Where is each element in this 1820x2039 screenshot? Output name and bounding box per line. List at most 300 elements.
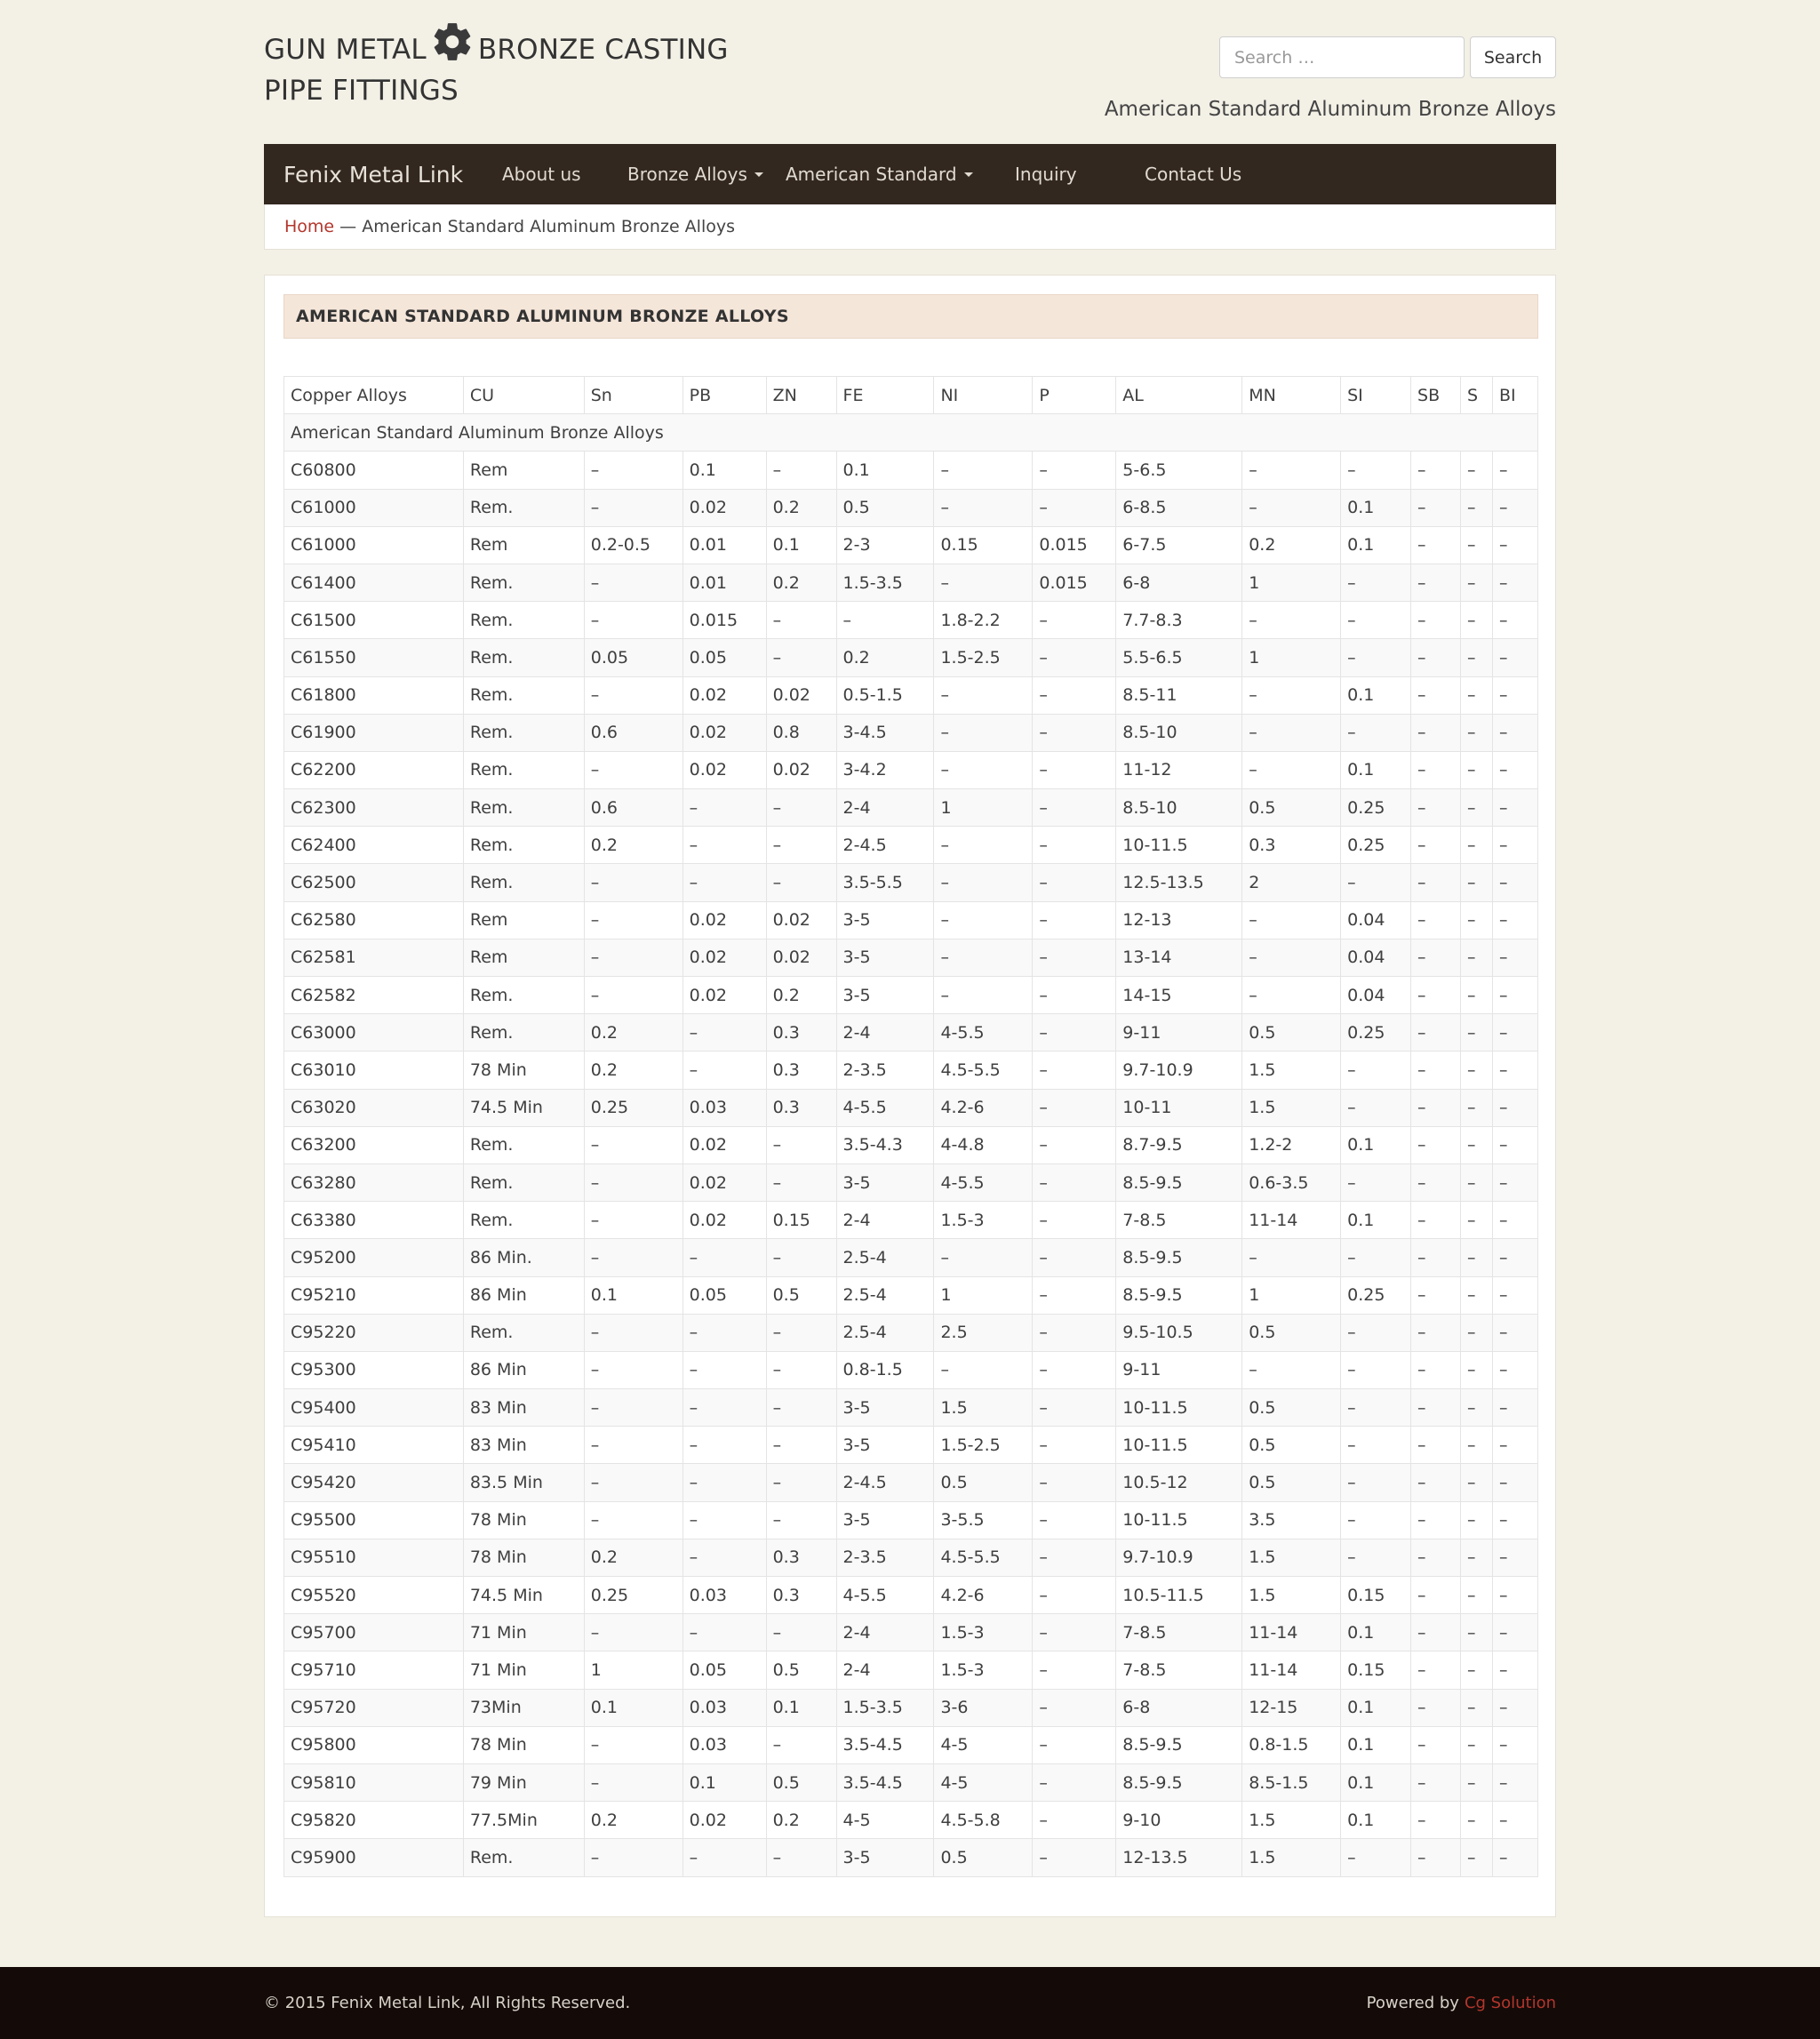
table-cell: 0.2 bbox=[584, 1802, 682, 1839]
table-cell: – bbox=[1461, 714, 1493, 751]
gear-icon bbox=[430, 20, 475, 64]
table-cell: – bbox=[1492, 1689, 1537, 1726]
breadcrumb-current: American Standard Aluminum Bronze Alloys bbox=[362, 217, 735, 236]
table-cell: – bbox=[766, 1351, 836, 1388]
table-cell: – bbox=[1411, 1051, 1461, 1089]
table-cell: – bbox=[766, 602, 836, 639]
table-cell: 0.5 bbox=[1242, 1314, 1341, 1351]
table-cell: – bbox=[1341, 864, 1411, 901]
table-cell: – bbox=[934, 489, 1033, 526]
table-cell: – bbox=[682, 1464, 766, 1501]
table-cell: 4-4.8 bbox=[934, 1126, 1033, 1163]
table-cell: 7-8.5 bbox=[1116, 1614, 1242, 1651]
table-cell: 0.5-1.5 bbox=[836, 676, 934, 714]
table-cell: – bbox=[1411, 1839, 1461, 1876]
table-cell: 86 Min bbox=[463, 1351, 584, 1388]
table-cell: – bbox=[1033, 602, 1116, 639]
table-cell: C62500 bbox=[284, 864, 464, 901]
table-column-header: Copper Alloys bbox=[284, 377, 464, 414]
table-cell: 1.8-2.2 bbox=[934, 602, 1033, 639]
table-cell: – bbox=[766, 1501, 836, 1539]
table-cell: 0.2 bbox=[766, 489, 836, 526]
table-cell: – bbox=[1411, 901, 1461, 939]
search-button[interactable]: Search bbox=[1470, 36, 1556, 78]
table-cell: 1 bbox=[1242, 564, 1341, 601]
table-cell: – bbox=[682, 864, 766, 901]
table-cell: – bbox=[584, 676, 682, 714]
table-row bbox=[284, 1014, 1538, 1051]
table-cell: 5.5-6.5 bbox=[1116, 639, 1242, 676]
table-cell: – bbox=[1492, 1501, 1537, 1539]
table-cell: – bbox=[1461, 1839, 1493, 1876]
nav-item-contact-us[interactable] bbox=[1145, 144, 1241, 204]
table-cell: – bbox=[584, 1839, 682, 1876]
table-cell: – bbox=[1461, 676, 1493, 714]
table-cell: 0.1 bbox=[1341, 489, 1411, 526]
table-row bbox=[284, 1577, 1538, 1614]
table-cell: C62400 bbox=[284, 827, 464, 864]
table-cell: – bbox=[1242, 452, 1341, 489]
table-cell: 0.1 bbox=[1341, 1763, 1411, 1801]
table-cell: – bbox=[1461, 602, 1493, 639]
table-cell: – bbox=[1492, 1726, 1537, 1763]
table-column-header: SB bbox=[1411, 377, 1461, 414]
table-cell: 10-11.5 bbox=[1116, 827, 1242, 864]
table-cell: 0.02 bbox=[682, 939, 766, 976]
table-cell: 2-4.5 bbox=[836, 827, 934, 864]
table-cell: – bbox=[1033, 639, 1116, 676]
table-cell: Rem bbox=[463, 526, 584, 564]
table-cell: 9-10 bbox=[1116, 1802, 1242, 1839]
table-cell: 0.1 bbox=[682, 1763, 766, 1801]
table-cell: – bbox=[836, 602, 934, 639]
table-cell: – bbox=[1242, 489, 1341, 526]
table-cell: – bbox=[1411, 1464, 1461, 1501]
table-cell: – bbox=[1341, 639, 1411, 676]
table-cell: 2-3.5 bbox=[836, 1539, 934, 1576]
table-cell: – bbox=[1461, 1351, 1493, 1388]
table-cell: – bbox=[934, 901, 1033, 939]
table-cell: 4.2-6 bbox=[934, 1577, 1033, 1614]
table-cell: – bbox=[766, 789, 836, 827]
table-cell: 0.2 bbox=[584, 1051, 682, 1089]
table-cell: – bbox=[934, 1239, 1033, 1276]
table-group-label: American Standard Aluminum Bronze Alloys bbox=[284, 414, 1538, 452]
table-cell: 7.7-8.3 bbox=[1116, 602, 1242, 639]
table-cell: – bbox=[1341, 1464, 1411, 1501]
table-cell: – bbox=[584, 1501, 682, 1539]
table-cell: – bbox=[584, 864, 682, 901]
table-cell: 1.5-3 bbox=[934, 1202, 1033, 1239]
table-row bbox=[284, 901, 1538, 939]
table-cell: 0.8-1.5 bbox=[1242, 1726, 1341, 1763]
table-cell: 3-6 bbox=[934, 1689, 1033, 1726]
table-cell: C61550 bbox=[284, 639, 464, 676]
table-cell: 8.5-1.5 bbox=[1242, 1763, 1341, 1801]
table-cell: Rem. bbox=[463, 1014, 584, 1051]
table-cell: – bbox=[1492, 526, 1537, 564]
table-cell: – bbox=[584, 452, 682, 489]
table-row bbox=[284, 1763, 1538, 1801]
table-cell: – bbox=[1242, 977, 1341, 1014]
table-cell: – bbox=[1492, 864, 1537, 901]
table-cell: C62581 bbox=[284, 939, 464, 976]
table-cell: 11-14 bbox=[1242, 1202, 1341, 1239]
table-cell: – bbox=[1492, 564, 1537, 601]
table-cell: 3-5 bbox=[836, 977, 934, 1014]
table-cell: – bbox=[1461, 639, 1493, 676]
site-title-part-2: BRONZE CASTING bbox=[477, 34, 729, 66]
table-cell: 12.5-13.5 bbox=[1116, 864, 1242, 901]
table-cell: – bbox=[1411, 1651, 1461, 1689]
table-row bbox=[284, 526, 1538, 564]
table-cell: – bbox=[682, 1839, 766, 1876]
table-cell: – bbox=[682, 1351, 766, 1388]
table-cell: – bbox=[1492, 827, 1537, 864]
table-cell: – bbox=[1411, 939, 1461, 976]
footer-powered-link[interactable]: Cg Solution bbox=[1464, 1994, 1556, 2012]
table-cell: 78 Min bbox=[463, 1726, 584, 1763]
table-cell: 3-5.5 bbox=[934, 1501, 1033, 1539]
table-cell: 86 Min. bbox=[463, 1239, 584, 1276]
table-cell: 0.015 bbox=[1033, 526, 1116, 564]
table-cell: 1.5-3 bbox=[934, 1651, 1033, 1689]
table-cell: – bbox=[682, 1239, 766, 1276]
table-cell: – bbox=[1411, 1763, 1461, 1801]
table-cell: 3-4.2 bbox=[836, 751, 934, 788]
table-cell: 0.02 bbox=[682, 1802, 766, 1839]
table-cell: – bbox=[584, 564, 682, 601]
table-cell: 1.5-2.5 bbox=[934, 1427, 1033, 1464]
table-cell: – bbox=[1033, 489, 1116, 526]
table-cell: – bbox=[1461, 751, 1493, 788]
table-cell: Rem. bbox=[463, 1163, 584, 1201]
table-cell: – bbox=[682, 1314, 766, 1351]
table-cell: 10-11.5 bbox=[1116, 1427, 1242, 1464]
table-cell: – bbox=[1492, 901, 1537, 939]
table-cell: 0.25 bbox=[584, 1089, 682, 1126]
table-cell: – bbox=[1461, 901, 1493, 939]
table-row bbox=[284, 489, 1538, 526]
table-cell: – bbox=[1341, 1839, 1411, 1876]
table-cell: 0.02 bbox=[682, 1163, 766, 1201]
table-cell: – bbox=[1461, 1651, 1493, 1689]
table-cell: 0.015 bbox=[682, 602, 766, 639]
table-cell: – bbox=[1461, 1501, 1493, 1539]
table-column-header: CU bbox=[463, 377, 584, 414]
table-cell: 0.5 bbox=[836, 489, 934, 526]
table-cell: 2-3 bbox=[836, 526, 934, 564]
nav-item-american-standard[interactable] bbox=[786, 144, 973, 204]
table-cell: 0.1 bbox=[1341, 1689, 1411, 1726]
table-cell: 2 bbox=[1242, 864, 1341, 901]
table-cell: – bbox=[584, 1351, 682, 1388]
table-cell: – bbox=[766, 639, 836, 676]
table-cell: – bbox=[1033, 1014, 1116, 1051]
table-cell: – bbox=[1411, 1202, 1461, 1239]
table-cell: Rem. bbox=[463, 1126, 584, 1163]
table-cell: 0.8-1.5 bbox=[836, 1351, 934, 1388]
main-navbar bbox=[264, 144, 1556, 204]
table-cell: Rem. bbox=[463, 1202, 584, 1239]
table-cell: – bbox=[1461, 1126, 1493, 1163]
table-cell: – bbox=[1411, 1089, 1461, 1126]
table-cell: 0.03 bbox=[682, 1089, 766, 1126]
table-cell: – bbox=[766, 864, 836, 901]
table-cell: 4.5-5.8 bbox=[934, 1802, 1033, 1839]
table-cell: 1.5 bbox=[1242, 1051, 1341, 1089]
table-cell: – bbox=[1411, 1539, 1461, 1576]
table-cell: 0.1 bbox=[1341, 751, 1411, 788]
table-cell: – bbox=[1492, 1239, 1537, 1276]
table-cell: 1.5-3.5 bbox=[836, 1689, 934, 1726]
table-cell: – bbox=[766, 1239, 836, 1276]
table-cell: – bbox=[1341, 1389, 1411, 1427]
table-cell: – bbox=[1461, 1577, 1493, 1614]
table-cell: 0.2 bbox=[836, 639, 934, 676]
table-cell: 0.2 bbox=[1242, 526, 1341, 564]
table-cell: C95520 bbox=[284, 1577, 464, 1614]
table-column-header: ZN bbox=[766, 377, 836, 414]
table-cell: – bbox=[1461, 939, 1493, 976]
table-cell: C95900 bbox=[284, 1839, 464, 1876]
nav-item-bronze-alloys[interactable] bbox=[627, 144, 763, 204]
table-cell: 0.03 bbox=[682, 1577, 766, 1614]
table-cell: – bbox=[1242, 751, 1341, 788]
table-cell: – bbox=[1492, 1763, 1537, 1801]
table-row bbox=[284, 1839, 1538, 1876]
table-cell: – bbox=[1033, 452, 1116, 489]
table-cell: – bbox=[1242, 939, 1341, 976]
site-title-line-2: PIPE FITTINGS bbox=[264, 75, 459, 107]
table-cell: – bbox=[1033, 1314, 1116, 1351]
table-cell: – bbox=[1461, 1389, 1493, 1427]
table-cell: Rem. bbox=[463, 827, 584, 864]
table-cell: C62200 bbox=[284, 751, 464, 788]
table-cell: 2-4 bbox=[836, 1614, 934, 1651]
table-cell: – bbox=[1411, 1239, 1461, 1276]
table-cell: – bbox=[1242, 1239, 1341, 1276]
search-input[interactable] bbox=[1219, 36, 1465, 78]
table-cell: 1.5 bbox=[1242, 1839, 1341, 1876]
table-column-header: Sn bbox=[584, 377, 682, 414]
table-cell: Rem. bbox=[463, 864, 584, 901]
table-cell: 7-8.5 bbox=[1116, 1651, 1242, 1689]
table-cell: – bbox=[1033, 1089, 1116, 1126]
table-cell: – bbox=[1411, 1689, 1461, 1726]
table-cell: 0.2 bbox=[584, 827, 682, 864]
table-cell: 0.03 bbox=[682, 1726, 766, 1763]
table-cell: 12-13.5 bbox=[1116, 1839, 1242, 1876]
table-header-row bbox=[284, 377, 1538, 414]
site-title[interactable] bbox=[264, 20, 729, 111]
table-cell: C61900 bbox=[284, 714, 464, 751]
table-cell: – bbox=[584, 1126, 682, 1163]
table-cell: 14-15 bbox=[1116, 977, 1242, 1014]
table-cell: 4-5.5 bbox=[934, 1014, 1033, 1051]
table-cell: C95820 bbox=[284, 1802, 464, 1839]
table-cell: 10.5-11.5 bbox=[1116, 1577, 1242, 1614]
table-cell: C63280 bbox=[284, 1163, 464, 1201]
table-cell: – bbox=[766, 1163, 836, 1201]
table-cell: 9.7-10.9 bbox=[1116, 1051, 1242, 1089]
nav-item-about-us[interactable] bbox=[502, 144, 581, 204]
table-cell: – bbox=[1033, 1501, 1116, 1539]
table-cell: – bbox=[1492, 639, 1537, 676]
table-cell: 6-8 bbox=[1116, 564, 1242, 601]
table-cell: – bbox=[1242, 714, 1341, 751]
table-cell: C95220 bbox=[284, 1314, 464, 1351]
table-cell: 4-5 bbox=[934, 1726, 1033, 1763]
table-cell: – bbox=[1492, 1539, 1537, 1576]
table-cell: 74.5 Min bbox=[463, 1089, 584, 1126]
table-cell: – bbox=[1492, 1126, 1537, 1163]
table-cell: C61000 bbox=[284, 489, 464, 526]
table-cell: Rem. bbox=[463, 977, 584, 1014]
table-cell: – bbox=[1461, 1539, 1493, 1576]
table-cell: 4-5 bbox=[934, 1763, 1033, 1801]
table-cell: – bbox=[1492, 676, 1537, 714]
table-cell: 5-6.5 bbox=[1116, 452, 1242, 489]
table-cell: 3-5 bbox=[836, 1163, 934, 1201]
table-cell: 2-4 bbox=[836, 1202, 934, 1239]
table-cell: – bbox=[934, 977, 1033, 1014]
table-cell: 0.6 bbox=[584, 714, 682, 751]
table-cell: – bbox=[934, 751, 1033, 788]
table-cell: – bbox=[1461, 1239, 1493, 1276]
table-cell: 11-12 bbox=[1116, 751, 1242, 788]
table-cell: 0.1 bbox=[836, 452, 934, 489]
table-cell: – bbox=[584, 939, 682, 976]
table-cell: 3-5 bbox=[836, 901, 934, 939]
table-row bbox=[284, 1614, 1538, 1651]
table-cell: – bbox=[1492, 714, 1537, 751]
table-cell: 2.5-4 bbox=[836, 1276, 934, 1314]
table-row bbox=[284, 1351, 1538, 1388]
table-cell: – bbox=[1461, 1163, 1493, 1201]
site-header bbox=[264, 0, 1556, 144]
table-cell: 2.5-4 bbox=[836, 1239, 934, 1276]
table-cell: 3-5 bbox=[836, 1501, 934, 1539]
table-cell: – bbox=[1492, 1839, 1537, 1876]
table-cell: C61000 bbox=[284, 526, 464, 564]
nav-item-inquiry[interactable] bbox=[1015, 144, 1077, 204]
table-row bbox=[284, 789, 1538, 827]
table-column-header: FE bbox=[836, 377, 934, 414]
table-cell: Rem bbox=[463, 939, 584, 976]
table-cell: – bbox=[1411, 714, 1461, 751]
table-cell: 86 Min bbox=[463, 1276, 584, 1314]
table-cell: – bbox=[1492, 1351, 1537, 1388]
table-cell: 0.02 bbox=[682, 901, 766, 939]
table-cell: – bbox=[1461, 1614, 1493, 1651]
table-row bbox=[284, 1276, 1538, 1314]
table-cell: C60800 bbox=[284, 452, 464, 489]
table-cell: 0.04 bbox=[1341, 939, 1411, 976]
table-group-row bbox=[284, 414, 1538, 452]
table-cell: 9-11 bbox=[1116, 1014, 1242, 1051]
table-cell: – bbox=[1411, 864, 1461, 901]
table-row bbox=[284, 1802, 1538, 1839]
table-cell: – bbox=[1411, 526, 1461, 564]
table-cell: – bbox=[1461, 452, 1493, 489]
table-cell: C62580 bbox=[284, 901, 464, 939]
table-cell: – bbox=[1411, 1351, 1461, 1388]
table-column-header: NI bbox=[934, 377, 1033, 414]
table-cell: – bbox=[1461, 1314, 1493, 1351]
table-cell: 0.05 bbox=[584, 639, 682, 676]
table-cell: 0.05 bbox=[682, 1276, 766, 1314]
table-cell: – bbox=[1492, 1163, 1537, 1201]
table-cell: – bbox=[1492, 977, 1537, 1014]
nav-item-label: Bronze Alloys bbox=[627, 164, 747, 185]
table-cell: 0.25 bbox=[584, 1577, 682, 1614]
table-cell: 3-5 bbox=[836, 1389, 934, 1427]
table-cell: – bbox=[1411, 1126, 1461, 1163]
table-cell: 6-8.5 bbox=[1116, 489, 1242, 526]
table-cell: 0.1 bbox=[1341, 1614, 1411, 1651]
table-cell: 0.02 bbox=[766, 901, 836, 939]
table-cell: – bbox=[1242, 1351, 1341, 1388]
table-cell: 1 bbox=[584, 1651, 682, 1689]
table-cell: 0.5 bbox=[1242, 1427, 1341, 1464]
table-cell: 2.5 bbox=[934, 1314, 1033, 1351]
table-column-header: S bbox=[1461, 377, 1493, 414]
table-cell: – bbox=[1341, 452, 1411, 489]
navbar-brand[interactable]: Fenix Metal Link bbox=[283, 161, 464, 188]
table-cell: 0.04 bbox=[1341, 901, 1411, 939]
table-cell: Rem. bbox=[463, 564, 584, 601]
table-cell: – bbox=[1492, 489, 1537, 526]
breadcrumb-home-link[interactable]: Home bbox=[284, 217, 335, 236]
table-cell: – bbox=[682, 1389, 766, 1427]
table-cell: 2-4 bbox=[836, 1651, 934, 1689]
table-cell: 0.05 bbox=[682, 639, 766, 676]
table-cell: 0.8 bbox=[766, 714, 836, 751]
table-cell: – bbox=[1341, 1163, 1411, 1201]
table-cell: 0.02 bbox=[682, 676, 766, 714]
table-cell: – bbox=[584, 1163, 682, 1201]
table-row bbox=[284, 676, 1538, 714]
nav-item-label: Contact Us bbox=[1145, 164, 1242, 185]
table-cell: – bbox=[934, 564, 1033, 601]
table-cell: – bbox=[1033, 1351, 1116, 1388]
table-cell: 0.25 bbox=[1341, 1014, 1411, 1051]
table-cell: C95700 bbox=[284, 1614, 464, 1651]
table-cell: – bbox=[934, 827, 1033, 864]
table-cell: – bbox=[1461, 864, 1493, 901]
table-cell: – bbox=[1461, 1802, 1493, 1839]
table-cell: – bbox=[1033, 1427, 1116, 1464]
table-cell: 0.2 bbox=[766, 1802, 836, 1839]
table-cell: Rem. bbox=[463, 1839, 584, 1876]
table-cell: 0.1 bbox=[1341, 1126, 1411, 1163]
table-cell: 10-11 bbox=[1116, 1089, 1242, 1126]
table-cell: – bbox=[1033, 827, 1116, 864]
site-footer bbox=[0, 1967, 1820, 2039]
table-cell: – bbox=[766, 1839, 836, 1876]
table-cell: – bbox=[1411, 489, 1461, 526]
table-cell: 0.01 bbox=[682, 526, 766, 564]
table-cell: C95410 bbox=[284, 1427, 464, 1464]
table-cell: – bbox=[584, 1427, 682, 1464]
table-cell: 0.1 bbox=[1341, 1802, 1411, 1839]
table-cell: Rem bbox=[463, 452, 584, 489]
table-cell: – bbox=[584, 1314, 682, 1351]
table-cell: 1.5-3.5 bbox=[836, 564, 934, 601]
table-cell: 8.5-9.5 bbox=[1116, 1763, 1242, 1801]
table-cell: – bbox=[1341, 1314, 1411, 1351]
